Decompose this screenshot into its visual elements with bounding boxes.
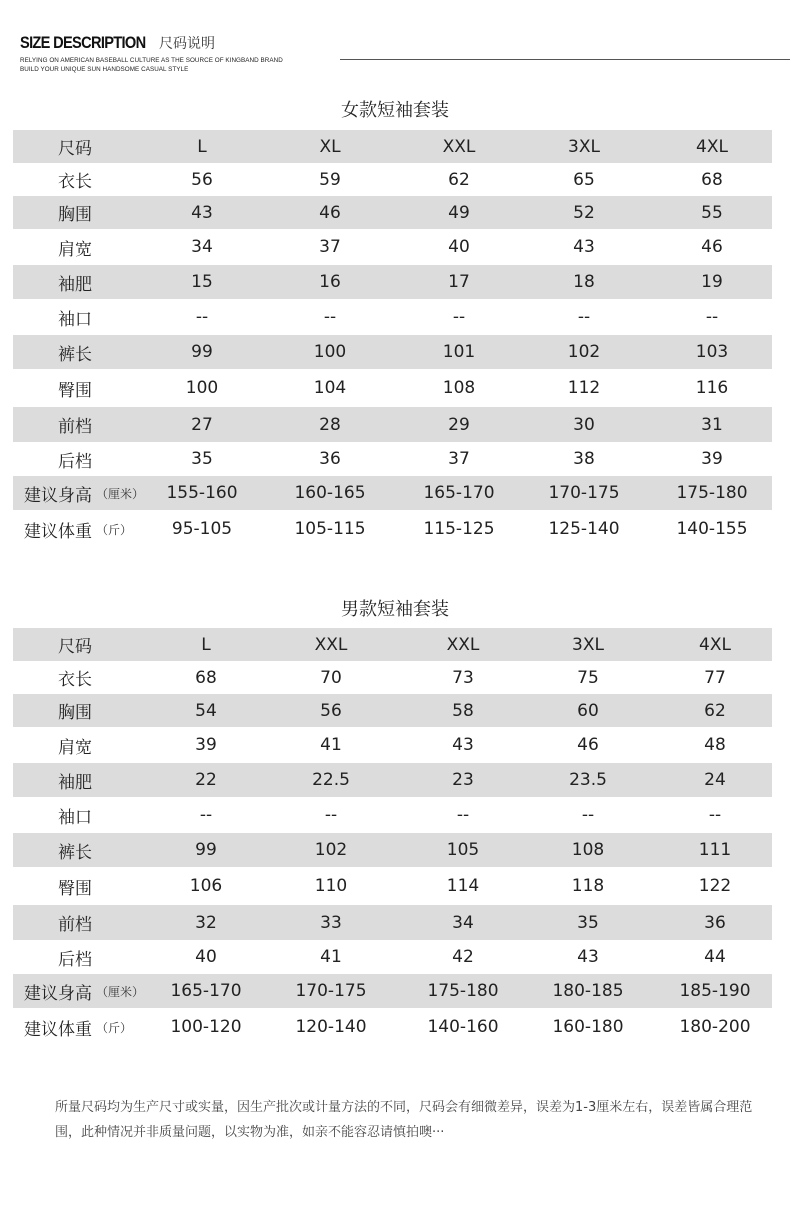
- row-label: [35, 265, 115, 299]
- table-cell: 43: [573, 237, 595, 257]
- table-cell: 59: [319, 169, 341, 190]
- row-label-text: 胸围: [58, 703, 92, 723]
- table-cell: 40: [195, 947, 217, 967]
- table-cell: 31: [701, 414, 723, 435]
- table-cell: 99: [195, 840, 217, 860]
- table-cell: 77: [704, 667, 726, 688]
- size-header-cell: XXL: [446, 634, 480, 655]
- table-cell: 75: [577, 667, 599, 688]
- table-row: [13, 940, 772, 974]
- row-label: [35, 196, 115, 229]
- table-cell: 118: [571, 876, 605, 896]
- table-cell: 108: [571, 840, 605, 860]
- table-row: [13, 196, 772, 229]
- row-label-text: 裤长: [58, 344, 92, 365]
- row-label: [35, 163, 115, 196]
- table-cell: 22: [195, 770, 217, 790]
- row-label: [35, 867, 115, 905]
- row-label: [35, 694, 115, 727]
- table-cell: 37: [319, 237, 341, 257]
- row-label-text: 后档: [58, 451, 92, 472]
- table-cell: --: [323, 307, 337, 327]
- table-cell: --: [452, 307, 466, 327]
- table-row: [13, 661, 772, 694]
- table-cell: 70: [320, 667, 342, 688]
- table-cell: 17: [448, 272, 470, 292]
- table-cell: 95-105: [171, 519, 233, 539]
- row-label-text: 肩宽: [58, 239, 92, 260]
- table-cell: 108: [442, 378, 476, 398]
- table-cell: 99: [191, 342, 213, 362]
- row-label: [35, 130, 115, 163]
- header-title: [20, 33, 215, 53]
- table-row: [13, 867, 772, 905]
- table-cell: 32: [195, 912, 217, 933]
- table-cell: 102: [314, 840, 348, 860]
- table-cell: 175-180: [427, 981, 499, 1001]
- row-label-text: 后档: [58, 949, 92, 970]
- row-label: [35, 727, 115, 763]
- table-cell: 102: [567, 342, 601, 362]
- table-cell: 60: [577, 700, 599, 721]
- table-cell: 35: [577, 912, 599, 933]
- row-label-text: 前档: [58, 915, 92, 935]
- size-header-cell: XXL: [314, 634, 348, 655]
- table-cell: 19: [701, 272, 723, 292]
- row-label: [35, 940, 115, 974]
- table-cell: 54: [195, 700, 217, 721]
- table-row: [13, 442, 772, 476]
- row-label-text: 建议体重: [24, 521, 92, 542]
- row-label: [35, 905, 115, 940]
- table-cell: 34: [191, 237, 213, 257]
- table-cell: 180-200: [679, 1017, 751, 1037]
- table-cell: 41: [320, 735, 342, 755]
- table-cell: 112: [567, 378, 601, 398]
- tagline-line-1: RELYING ON AMERICAN BASEBALL CULTURE AS THE SOURCE OF KINGBAND BRAND: [20, 57, 283, 64]
- table-cell: 68: [701, 169, 723, 190]
- table-cell: 160-180: [552, 1017, 624, 1037]
- row-label: [35, 763, 115, 797]
- row-label-text: 尺码: [58, 139, 92, 159]
- table-cell: --: [581, 805, 595, 825]
- table-row: [13, 335, 772, 369]
- table-cell: 62: [704, 700, 726, 721]
- table-cell: 40: [448, 237, 470, 257]
- row-label-text: 袖口: [58, 807, 92, 828]
- men-size-table: [13, 628, 772, 1046]
- table-cell: 56: [320, 700, 342, 721]
- table-row: [13, 628, 772, 661]
- table-cell: 52: [573, 202, 595, 223]
- table-cell: 100: [313, 342, 347, 362]
- table-row: [13, 369, 772, 407]
- table-cell: --: [705, 307, 719, 327]
- row-label: [35, 299, 115, 335]
- table-cell: 41: [320, 947, 342, 967]
- row-label-unit: （斤）: [96, 1020, 133, 1035]
- table-cell: 185-190: [679, 981, 751, 1001]
- row-label: [35, 229, 115, 265]
- table-cell: 39: [701, 449, 723, 469]
- table-cell: 175-180: [676, 483, 748, 503]
- table-cell: 27: [191, 414, 213, 435]
- table-cell: 73: [452, 667, 474, 688]
- table-row: [13, 229, 772, 265]
- row-label-text: 建议身高: [24, 485, 92, 506]
- table-cell: 100-120: [170, 1017, 242, 1037]
- table-row: [13, 763, 772, 797]
- row-label: [35, 833, 115, 867]
- table-cell: 103: [695, 342, 729, 362]
- row-label: [35, 369, 115, 407]
- size-header-cell: XXL: [442, 136, 476, 157]
- table-cell: 36: [319, 449, 341, 469]
- size-header-cell: 3XL: [568, 136, 600, 157]
- table-cell: 104: [313, 378, 347, 398]
- table-cell: 100: [185, 378, 219, 398]
- table-cell: 160-165: [294, 483, 366, 503]
- table-cell: 101: [442, 342, 476, 362]
- row-label-text: 袖肥: [58, 274, 92, 295]
- table-cell: 106: [189, 876, 223, 896]
- table-row: [13, 974, 772, 1008]
- table-cell: 140-160: [427, 1017, 499, 1037]
- table-cell: 43: [191, 202, 213, 223]
- table-cell: 110: [314, 876, 348, 896]
- row-label-text: 臀围: [58, 380, 92, 401]
- table-cell: 34: [452, 912, 474, 933]
- table-cell: 140-155: [676, 519, 748, 539]
- table-cell: 18: [573, 272, 595, 292]
- table-row: [13, 130, 772, 163]
- table-row: [13, 407, 772, 442]
- table-cell: 115-125: [423, 519, 495, 539]
- size-note: 所量尺码均为生产尺寸或实量，因生产批次或计量方法的不同，尺码会有细微差异，误差为1-3厘米左右，误差皆属合理范围，此种情况并非质量问题，以实物为准，如亲不能容忍请慎拍噢···: [55, 1100, 753, 1140]
- row-label: [35, 407, 115, 442]
- size-header-cell: L: [201, 634, 211, 655]
- table-cell: 55: [701, 202, 723, 223]
- table-cell: 38: [573, 449, 595, 469]
- women-size-table: [13, 130, 772, 548]
- row-label-unit: （厘米）: [96, 984, 145, 999]
- table-row: [13, 1008, 772, 1046]
- table-cell: 24: [704, 770, 726, 790]
- table-cell: 155-160: [166, 483, 238, 503]
- table-cell: --: [199, 805, 213, 825]
- header-divider: [340, 59, 790, 60]
- table-cell: 23: [452, 770, 474, 790]
- table-cell: 42: [452, 947, 474, 967]
- table-cell: --: [577, 307, 591, 327]
- row-label-text: 建议体重: [24, 1019, 92, 1040]
- size-header-cell: 3XL: [572, 634, 604, 655]
- table-row: [13, 476, 772, 510]
- row-label-text: 前档: [58, 417, 92, 437]
- row-label-text: 尺码: [58, 637, 92, 657]
- table-cell: 114: [446, 876, 480, 896]
- table-row: [13, 905, 772, 940]
- table-cell: 105: [446, 840, 480, 860]
- table-row: [13, 727, 772, 763]
- table-row: [13, 265, 772, 299]
- row-label: [35, 661, 115, 694]
- title-chinese: 尺码说明: [158, 36, 215, 52]
- table-cell: 170-175: [295, 981, 367, 1001]
- table-cell: 165-170: [423, 483, 495, 503]
- row-label-unit: （斤）: [96, 522, 133, 537]
- table-cell: 116: [695, 378, 729, 398]
- size-header-cell: 4XL: [699, 634, 731, 655]
- size-header-cell: 4XL: [696, 136, 728, 157]
- table-cell: 16: [319, 272, 341, 292]
- row-label-text: 建议身高: [24, 983, 92, 1004]
- table-row: [13, 163, 772, 196]
- row-label: [35, 797, 115, 833]
- table-cell: 29: [448, 414, 470, 435]
- table-cell: 39: [195, 735, 217, 755]
- row-label-text: 胸围: [58, 205, 92, 225]
- table-cell: 28: [319, 414, 341, 435]
- table-cell: 180-185: [552, 981, 624, 1001]
- table-cell: 23.5: [569, 770, 607, 790]
- table-row: [13, 299, 772, 335]
- table-cell: --: [324, 805, 338, 825]
- table-row: [13, 797, 772, 833]
- size-header-cell: L: [197, 136, 207, 157]
- table-cell: 48: [704, 735, 726, 755]
- table-cell: 56: [191, 169, 213, 190]
- table-cell: 46: [577, 735, 599, 755]
- row-label: [35, 442, 115, 476]
- table-cell: 33: [320, 912, 342, 933]
- table-cell: 37: [448, 449, 470, 469]
- women-section-title: 女款短袖套装: [341, 100, 449, 121]
- table-cell: --: [195, 307, 209, 327]
- table-cell: 22.5: [312, 770, 350, 790]
- table-cell: 170-175: [548, 483, 620, 503]
- table-cell: 120-140: [295, 1017, 367, 1037]
- size-header-cell: XL: [319, 136, 341, 157]
- table-cell: 165-170: [170, 981, 242, 1001]
- title-english: SIZE DESCRIPTION: [20, 33, 146, 52]
- row-label-text: 袖肥: [58, 772, 92, 793]
- table-row: [13, 694, 772, 727]
- table-cell: 62: [448, 169, 470, 190]
- row-label-text: 肩宽: [58, 737, 92, 758]
- row-label: [35, 335, 115, 369]
- table-row: [13, 833, 772, 867]
- table-cell: 36: [704, 912, 726, 933]
- row-label: [35, 628, 115, 661]
- table-row: [13, 510, 772, 548]
- row-label-text: 袖口: [58, 309, 92, 330]
- row-label-text: 臀围: [58, 878, 92, 899]
- men-section-title: 男款短袖套装: [341, 599, 449, 620]
- table-cell: 43: [452, 735, 474, 755]
- table-cell: 122: [698, 876, 732, 896]
- table-cell: --: [708, 805, 722, 825]
- row-label-unit: （厘米）: [96, 486, 145, 501]
- row-label-text: 衣长: [58, 172, 92, 192]
- table-cell: 30: [573, 414, 595, 435]
- table-cell: 125-140: [548, 519, 620, 539]
- size-description-header: [20, 33, 780, 83]
- table-cell: 105-115: [294, 519, 366, 539]
- row-label-text: 裤长: [58, 842, 92, 863]
- table-cell: 43: [577, 947, 599, 967]
- table-cell: 58: [452, 700, 474, 721]
- table-cell: 46: [701, 237, 723, 257]
- table-cell: 44: [704, 947, 726, 967]
- table-cell: --: [456, 805, 470, 825]
- table-cell: 46: [319, 202, 341, 223]
- row-label-text: 衣长: [58, 670, 92, 690]
- table-cell: 111: [698, 840, 732, 860]
- table-cell: 49: [448, 202, 470, 223]
- row-label: [13, 1008, 173, 1046]
- table-cell: 68: [195, 667, 217, 688]
- row-label: [13, 974, 173, 1008]
- table-cell: 15: [191, 272, 213, 292]
- table-cell: 65: [573, 169, 595, 190]
- tagline-line-2: BUILD YOUR UNIQUE SUN HANDSOME CASUAL STYLE: [20, 66, 189, 73]
- table-cell: 35: [191, 449, 213, 469]
